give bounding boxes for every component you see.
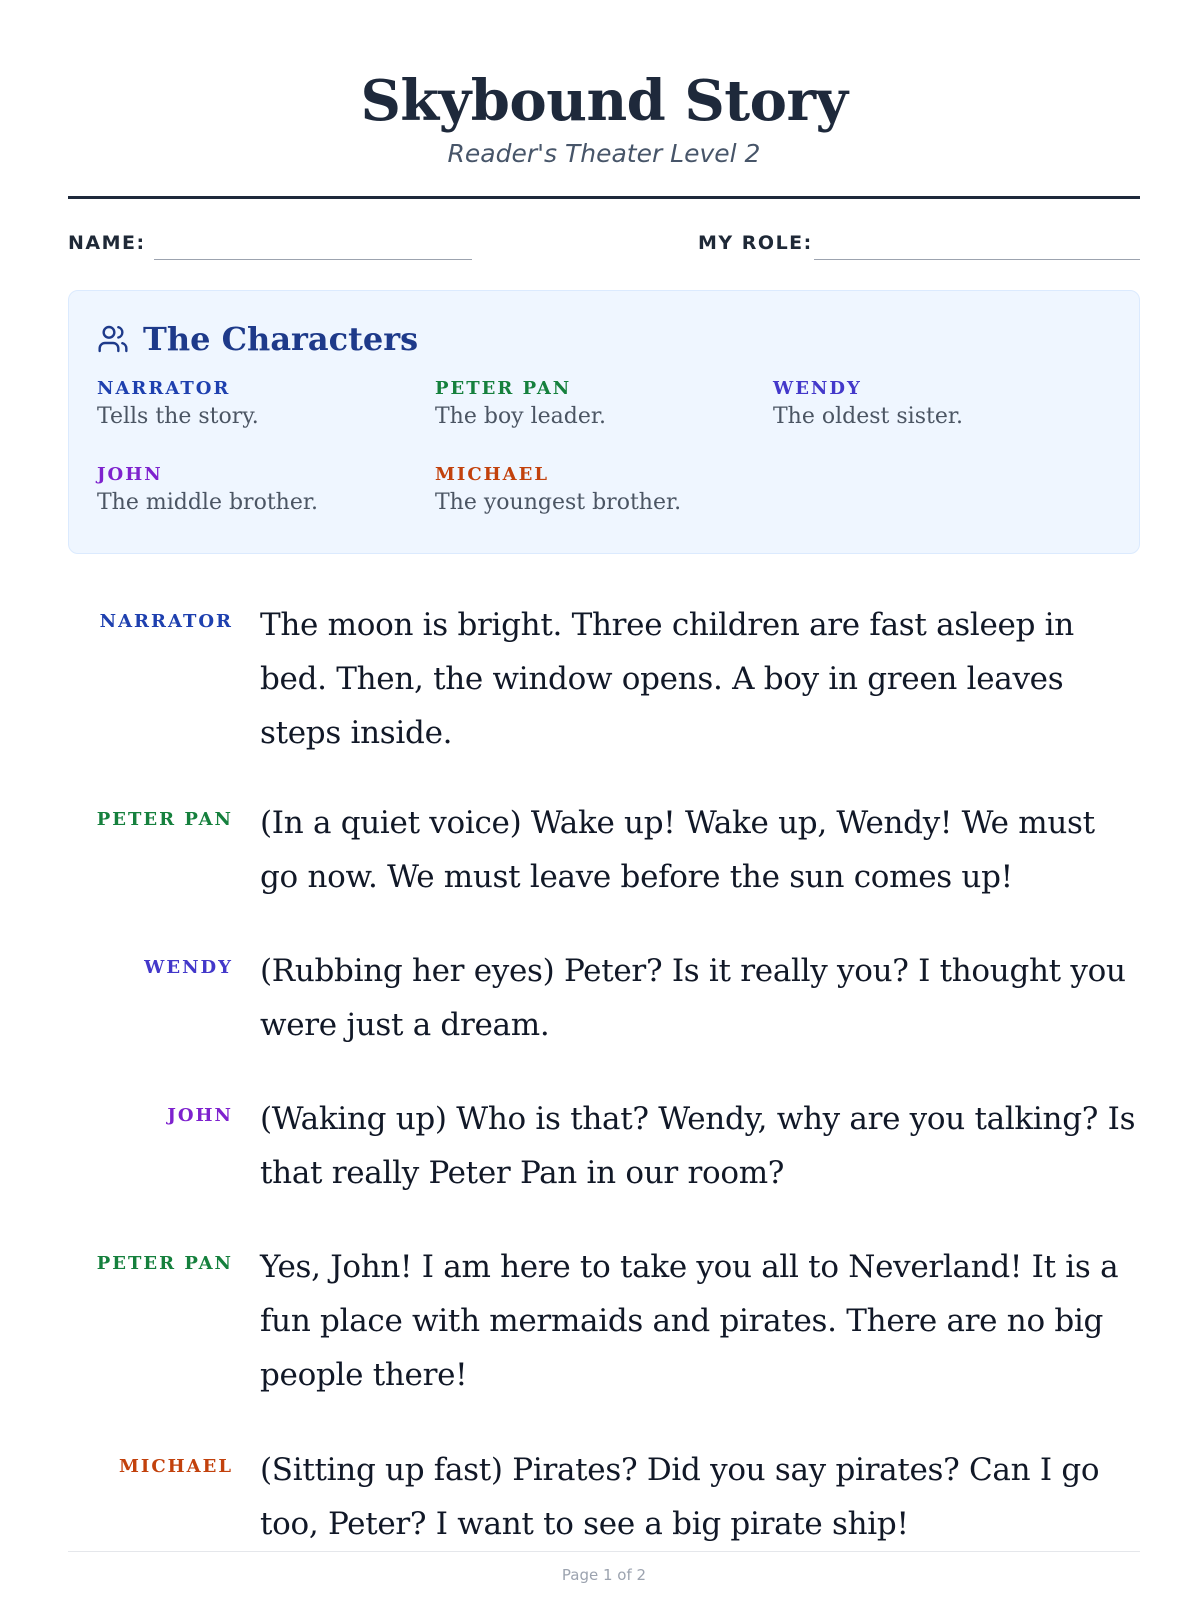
speaker-label: NARRATOR [99, 611, 233, 632]
page-title: Skybound Story [360, 68, 848, 134]
dialogue-text: The moon is bright. Three children are fast asleep in bed. Then, the window opens. A boy in green leaves steps inside. [260, 607, 1074, 751]
speaker-label: MICHAEL [118, 1456, 233, 1477]
role-label: MY ROLE: [698, 232, 813, 254]
footer-divider [68, 1551, 1140, 1552]
character-name: NARRATOR [97, 378, 231, 399]
speaker-label: WENDY [144, 957, 233, 978]
character-name: WENDY [773, 378, 862, 399]
character-name: MICHAEL [435, 464, 550, 485]
dialogue-text: (In a quiet voice) Wake up! Wake up, Wendy! We must go now. We must leave before the sun comes up! [260, 805, 1095, 895]
character-name: JOHN [97, 464, 163, 485]
character-description: The oldest sister. [773, 404, 963, 429]
character-description: Tells the story. [97, 404, 259, 429]
character-entry [435, 377, 765, 433]
speaker-label: PETER PAN [96, 1253, 233, 1274]
dialogue-text: (Waking up) Who is that? Wendy, why are you talking? Is that really Peter Pan in our room? [260, 1101, 1136, 1191]
characters-heading-text: The Characters [143, 320, 419, 358]
characters-heading [97, 319, 418, 359]
speaker-label: PETER PAN [96, 809, 233, 830]
student-fields [68, 226, 1140, 262]
dialogue-text: (Sitting up fast) Pirates? Did you say pirates? Can I go too, Peter? I want to see a big pirate ship! [260, 1452, 1100, 1542]
characters-box [68, 290, 1140, 554]
name-field[interactable] [154, 259, 472, 260]
page-number: Page 1 of 2 [561, 1566, 647, 1584]
dialogue-text: (Rubbing her eyes) Peter? Is it really you? I thought you were just a dream. [260, 953, 1126, 1043]
character-description: The boy leader. [435, 404, 606, 429]
role-field[interactable] [814, 259, 1140, 260]
character-entry [97, 463, 427, 519]
worksheet-page [68, 0, 1140, 1600]
header-divider [68, 196, 1140, 199]
character-entry [97, 377, 427, 433]
speaker-label: JOHN [167, 1105, 233, 1126]
page-subtitle: Reader's Theater Level 2 [447, 139, 761, 168]
users-icon [97, 323, 129, 355]
dialogue-text: Yes, John! I am here to take you all to Neverland! It is a fun place with mermaids and pirates. There are no big people there! [260, 1249, 1119, 1393]
name-label: NAME: [68, 232, 146, 254]
character-entry [773, 377, 1103, 433]
character-entry [435, 463, 765, 519]
character-description: The youngest brother. [435, 490, 682, 515]
character-description: The middle brother. [97, 490, 318, 515]
character-name: PETER PAN [435, 378, 572, 399]
page-header [68, 0, 1140, 170]
